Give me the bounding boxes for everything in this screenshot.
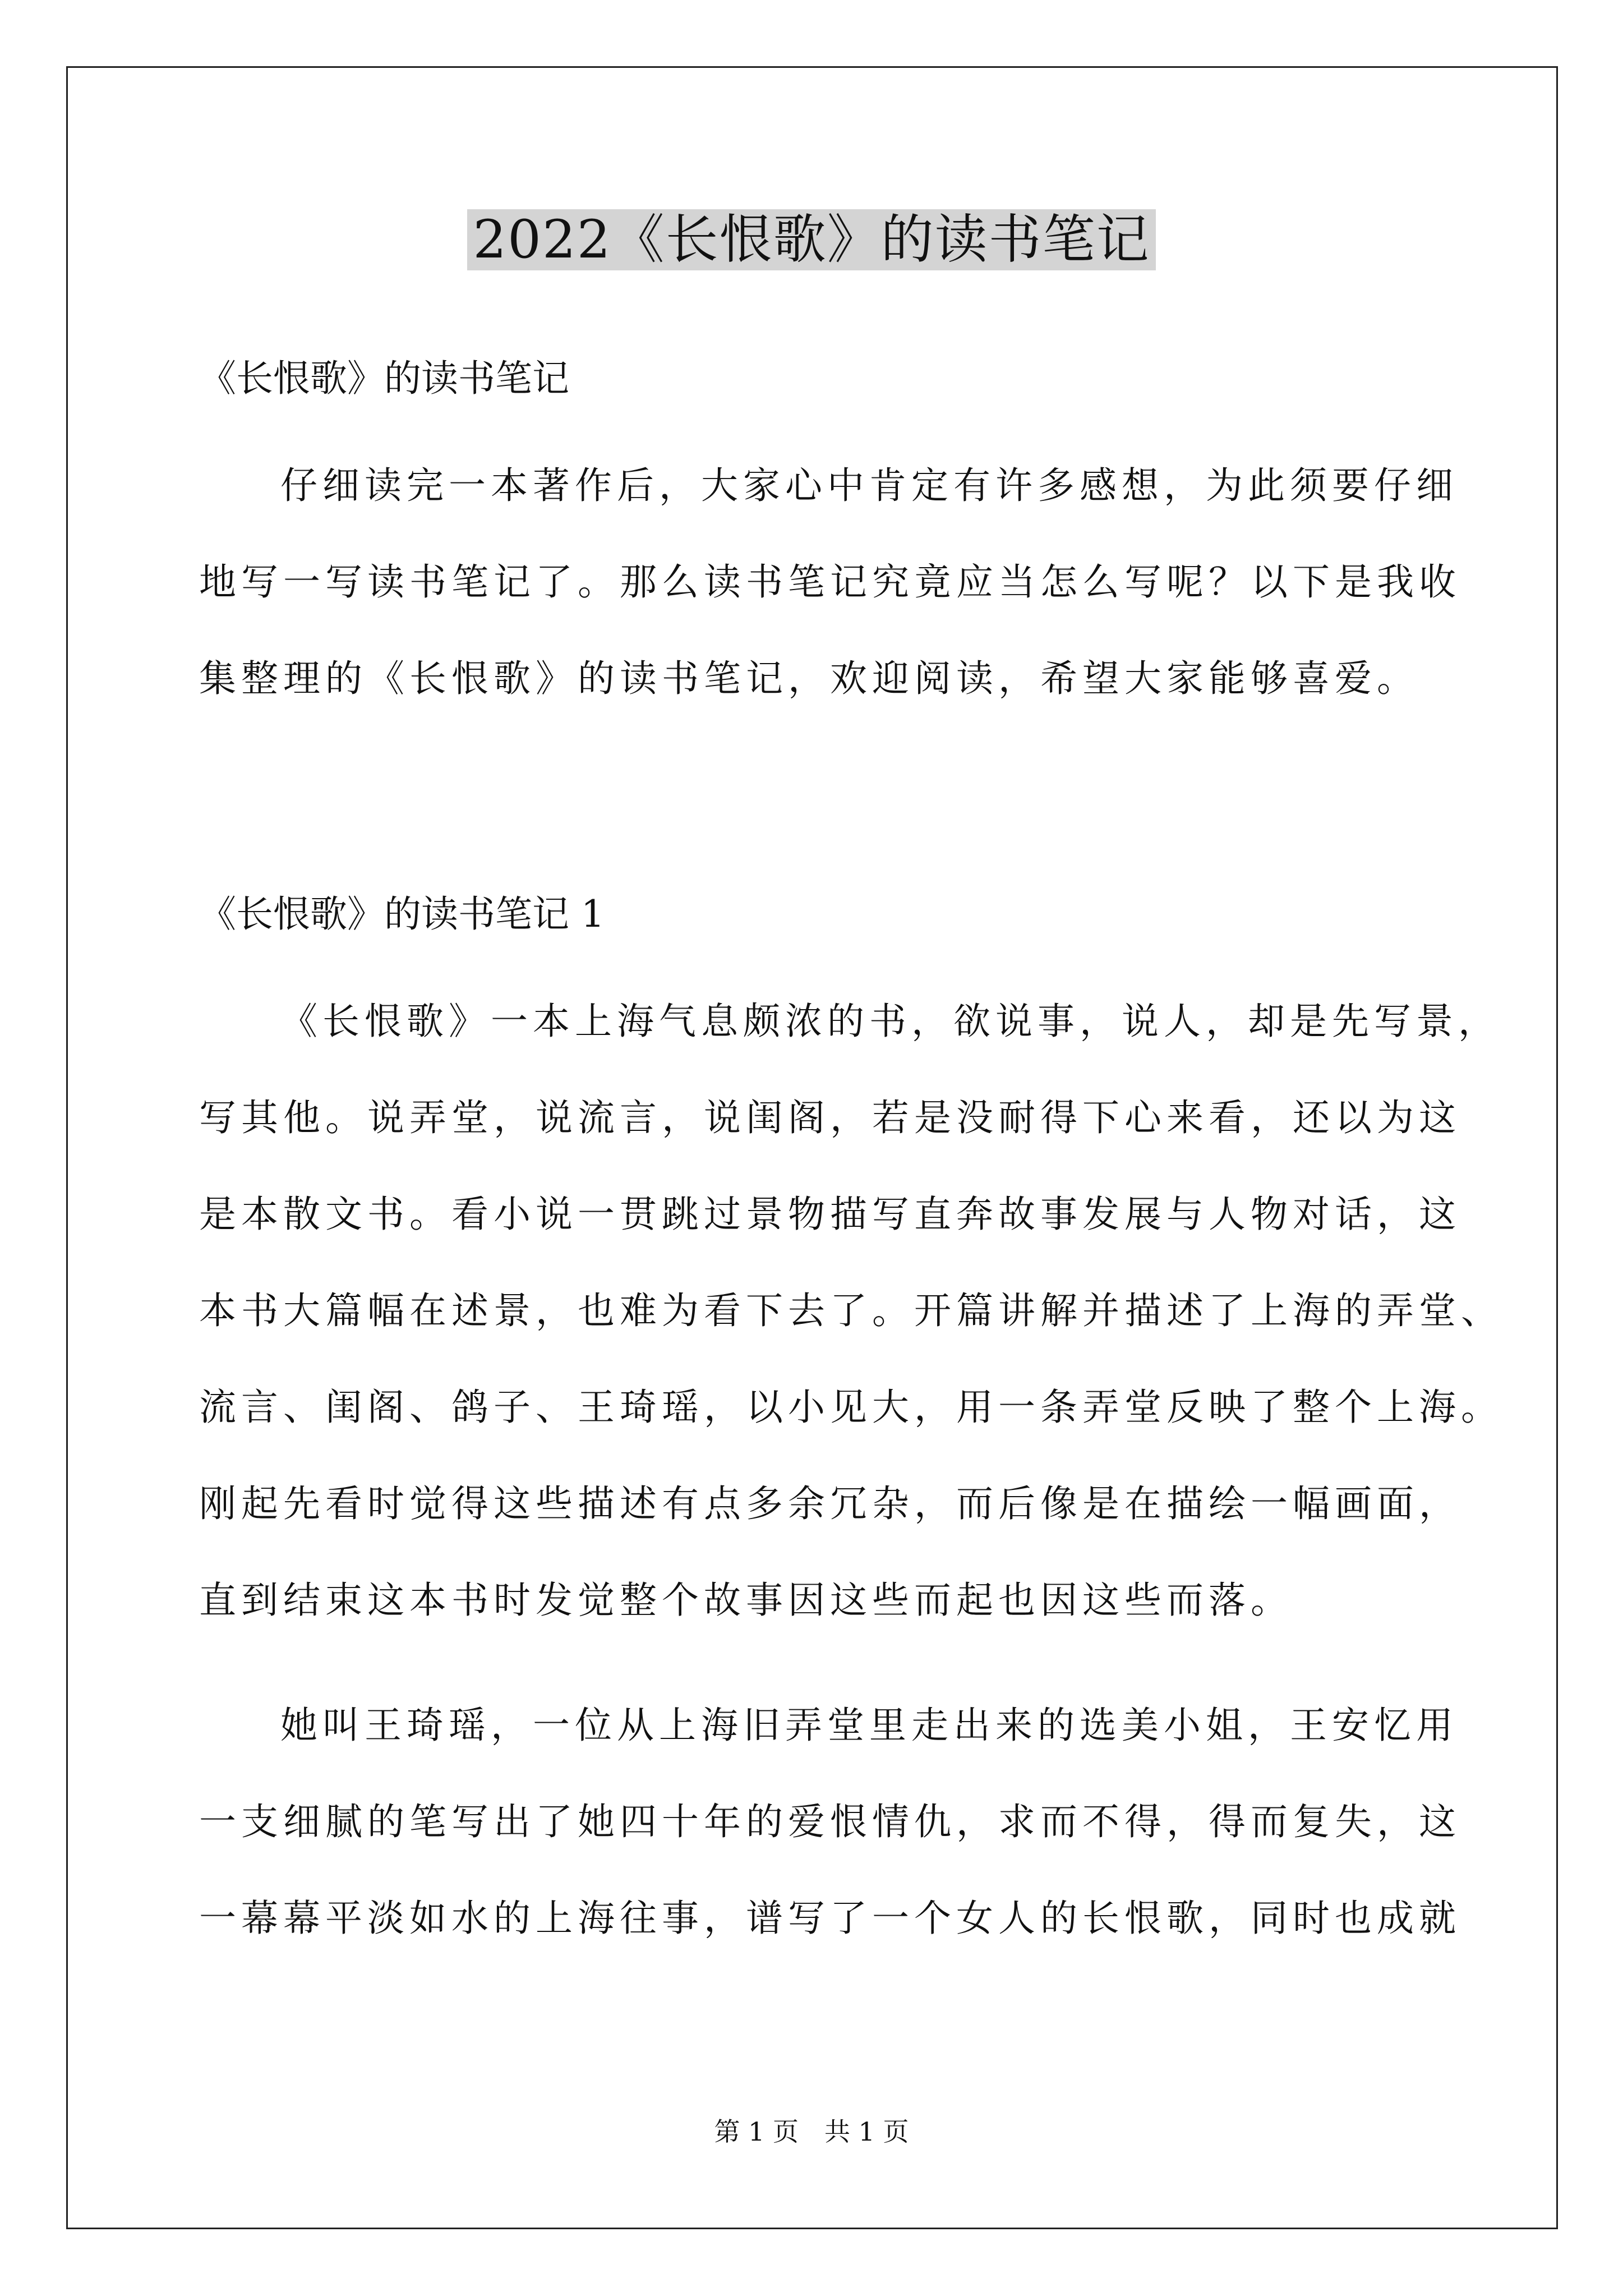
page-footer: 第 1 页 共 1 页 (714, 2116, 909, 2147)
paragraph-line: 集整理的《长恨歌》的读书笔记，欢迎阅读，希望大家能够喜爱。 (199, 657, 1419, 700)
paragraph-line: 本书大篇幅在述景，也难为看下去了。开篇讲解并描述了上海的弄堂、 (199, 1289, 1503, 1332)
section-1-paragraph-2 (199, 1677, 1461, 1967)
paragraph-line: 一幕幕平淡如水的上海往事，谱写了一个女人的长恨歌，同时也成就 (199, 1897, 1461, 1940)
document-title (0, 206, 1623, 274)
paragraph-line: 是本散文书。看小说一贯跳过景物描写直奔故事发展与人物对话，这 (199, 1193, 1461, 1236)
paragraph-line: 直到结束这本书时发觉整个故事因这些而起也因这些而落。 (199, 1579, 1293, 1622)
paragraph-line: 地写一写读书笔记了。那么读书笔记究竟应当怎么写呢？以下是我收 (199, 560, 1461, 604)
section-1-paragraph-1 (199, 973, 1503, 1649)
paragraph-line: 一支细腻的笔写出了她四十年的爱恨情仇，求而不得，得而复失，这 (199, 1800, 1461, 1843)
paragraph-line: 刚起先看时觉得这些描述有点多余冗杂，而后像是在描绘一幅画面， (199, 1482, 1461, 1525)
paragraph-line: 流言、闺阁、鸽子、王琦瑶，以小见大，用一条弄堂反映了整个上海。 (199, 1386, 1503, 1429)
intro-heading: 《长恨歌》的读书笔记 (199, 357, 569, 400)
paragraph-line: 仔细读完一本著作后，大家心中肯定有许多感想，为此须要仔细 (280, 464, 1458, 507)
document-title-text: 2022《长恨歌》的读书笔记 (467, 209, 1155, 270)
paragraph-line: 她叫王琦瑶，一位从上海旧弄堂里走出来的选美小姐，王安忆用 (280, 1704, 1458, 1747)
intro-paragraph (199, 438, 1461, 727)
section-1-heading: 《长恨歌》的读书笔记 1 (199, 892, 605, 936)
paragraph-line: 《长恨歌》一本上海气息颇浓的书，欲说事，说人，却是先写景， (280, 1000, 1500, 1043)
paragraph-line: 写其他。说弄堂，说流言，说闺阁，若是没耐得下心来看，还以为这 (199, 1096, 1461, 1139)
